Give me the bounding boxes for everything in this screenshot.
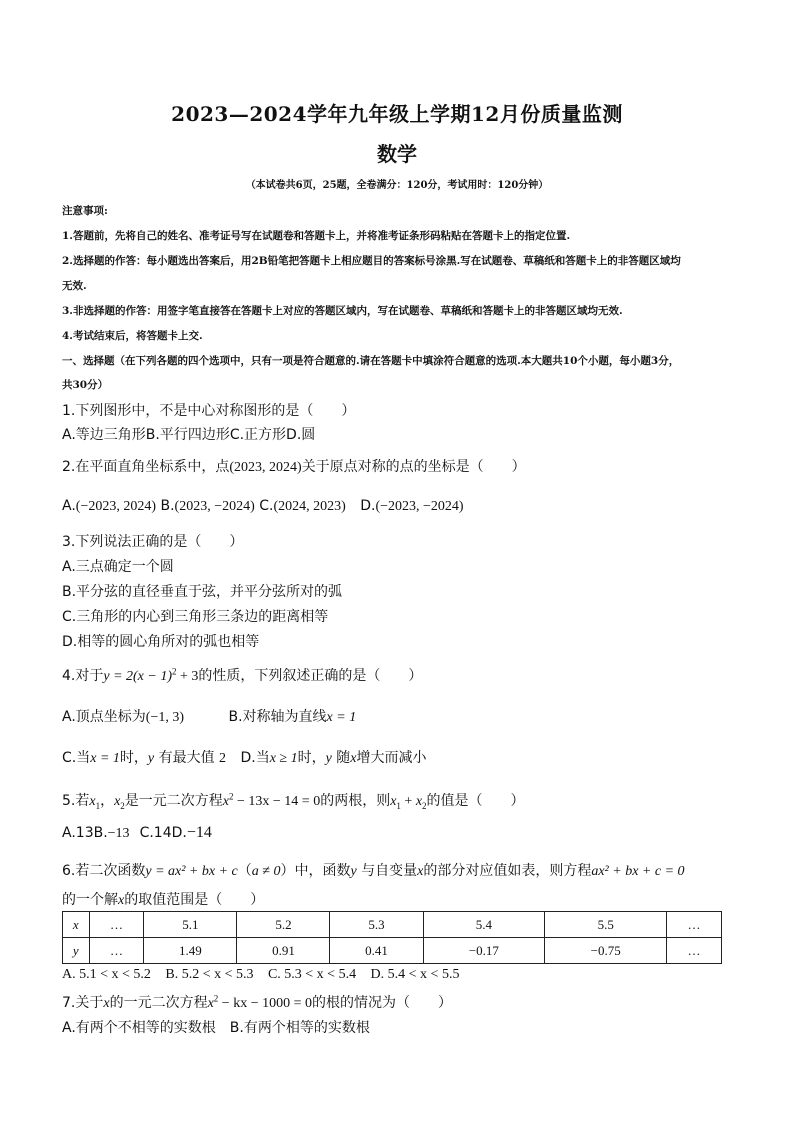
- q6-cond-close: ）中，函数: [280, 863, 351, 879]
- q5-sum-plus: +: [400, 794, 416, 809]
- q3-stem: 3.下列说法正确的是（ ）: [62, 534, 244, 550]
- q5-eq-rest: − 13x − 14 = 0: [233, 794, 321, 809]
- q2-option-c-label: C.: [259, 498, 274, 514]
- q4-option-c-y: y: [147, 751, 155, 766]
- q6-line2-x: x: [118, 893, 125, 908]
- q7-eq-exp: 2: [213, 993, 219, 1004]
- q5-stem: [62, 790, 525, 811]
- q4-option-d-var: x: [350, 751, 357, 766]
- q4-option-c-pre: C.当: [62, 750, 91, 766]
- q4-function: y = 2(x − 1): [103, 669, 173, 684]
- table-cell: x: [63, 912, 90, 938]
- q6-options: [62, 966, 459, 983]
- table-cell: −0.75: [545, 938, 667, 964]
- exam-info: （本试卷共6页，25题，全卷满分：120分，考试用时：120分钟）: [245, 180, 549, 191]
- q4-option-a-value: (−1, 3): [145, 710, 185, 725]
- table-cell: 0.91: [237, 938, 330, 964]
- q7-eq-x: x: [207, 996, 214, 1011]
- q6-x: x: [417, 864, 424, 879]
- q4-option-c-num: 2: [219, 751, 227, 766]
- q4-option-d-mid: 时，: [297, 750, 326, 766]
- q5-options: [62, 824, 212, 842]
- q3-option-d: D.相等的圆心角所对的弧也相等: [62, 634, 260, 650]
- q6-option-c: C. 5.3 < x < 5.4: [267, 967, 357, 982]
- q4-stem: [62, 665, 422, 685]
- q5-eq-x: x: [222, 794, 230, 809]
- q2-option-c: (2024, 2023): [273, 499, 346, 514]
- q6-y: y: [350, 864, 357, 879]
- table-cell: …: [89, 912, 144, 938]
- q3-option-c: C.三角形的内心到三角形三条边的距离相等: [62, 609, 329, 625]
- q7-options: A.有两个不相等的实数根 B.有两个相等的实数根: [62, 1020, 370, 1036]
- q6-equation: ax² + bx + c = 0: [591, 864, 685, 879]
- q5-comma: ，: [100, 793, 115, 809]
- table-cell: −0.17: [423, 938, 545, 964]
- subject-title: 数学: [377, 142, 417, 166]
- note-1: 1.答题前，先将自己的姓名、准考证号写在试题卷和答题卡上，并将准考证条形码粘贴在答题卡上的指定位置.: [62, 230, 571, 242]
- q1-options: A.等边三角形B.平行四边形C.正方形D.圆: [62, 427, 316, 443]
- q6-option-d: D. 5.4 < x < 5.5: [370, 967, 460, 982]
- q6-stem-mid2: 的部分对应值如表，则方程: [423, 863, 592, 879]
- table-cell: 0.41: [330, 938, 423, 964]
- q5-sum-x2-sub: 2: [422, 800, 427, 811]
- table-cell: 5.2: [237, 912, 330, 938]
- table-cell: …: [89, 938, 144, 964]
- q6-stem-line2: [62, 889, 264, 909]
- q6-option-b: B. 5.2 < x < 5.3: [165, 967, 254, 982]
- q2-stem: [62, 456, 526, 476]
- table-cell: 5.1: [144, 912, 237, 938]
- q3-option-b: B.平分弦的直径垂直于弦，并平分弦所对的弧: [62, 584, 343, 600]
- q5-stem-pre: 5.若: [62, 793, 90, 809]
- q7-stem-post: 的根的情况为（ ）: [311, 995, 452, 1011]
- q2-options: [62, 498, 464, 515]
- q7-stem-mid: 的一元二次方程: [109, 995, 208, 1011]
- table-cell: 5.3: [330, 912, 423, 938]
- q4-stem-post: 的性质，下列叙述正确的是（ ）: [198, 668, 423, 684]
- q2-option-d-label: D.: [360, 498, 376, 514]
- q2-option-d: (−2023, −2024): [375, 499, 464, 514]
- note-2: 2.选择题的作答：每小题选出答案后，用2B铅笔把答题卡上相应题目的答案标号涂黑.写在试题卷、草稿纸和答题卡上的非答题区域均: [62, 255, 681, 267]
- q4-options-ab: [62, 706, 356, 726]
- q2-option-a-label: A.: [62, 498, 76, 514]
- q5-option-b-value: −13: [107, 826, 130, 841]
- table-row: [63, 938, 722, 964]
- q6-line2-post: 的取值范围是（ ）: [124, 892, 265, 908]
- note-2-cont: 无效.: [62, 280, 87, 292]
- q7-x: x: [103, 996, 110, 1011]
- q2-option-b-label: B.: [160, 498, 175, 514]
- q4-options-cd: [62, 747, 427, 767]
- q6-option-a: A. 5.1 < x < 5.2: [62, 967, 151, 982]
- q5-option-d-value: −14: [186, 824, 212, 841]
- q4-function-exponent: 2: [172, 666, 177, 677]
- q4-option-b-value: x = 1: [326, 710, 357, 725]
- q4-option-d-pre: D.当: [240, 750, 270, 766]
- q4-option-b-label: B.对称轴为直线: [228, 709, 327, 725]
- q5-x1-sub: 1: [95, 800, 101, 811]
- q5-stem-mid2: 的两根，则: [320, 793, 391, 809]
- q4-option-d-post2: 增大而减小: [356, 750, 427, 766]
- q5-x2-sub: 2: [120, 800, 125, 811]
- q5-stem-mid: 是一元二次方程: [124, 793, 223, 809]
- q6-stem-pre: 6.若二次函数: [62, 863, 146, 879]
- q5-sum-x1: x: [390, 794, 397, 809]
- table-cell: y: [63, 938, 90, 964]
- section-heading-cont: 共30分）: [62, 379, 109, 391]
- q5-sum-x2: x: [415, 794, 423, 809]
- q1-stem: 1.下列图形中，不是中心对称图形的是（ ）: [62, 403, 356, 419]
- q6-stem-mid: 与自变量: [361, 863, 418, 879]
- table-cell: 1.49: [144, 938, 237, 964]
- section-heading: 一、选择题（在下列各题的四个选项中，只有一项是符合题意的.请在答题卡中填涂符合题意的选项.本大题共10个小题，每小题3分，: [62, 355, 680, 367]
- table-cell: …: [667, 938, 722, 964]
- q5-options-ab: A.13B.: [62, 825, 108, 841]
- q4-option-c-mid: 时，: [119, 750, 148, 766]
- q4-option-d-x: x ≥ 1: [269, 751, 298, 766]
- q5-sum-x1-sub: 1: [396, 800, 401, 811]
- q4-option-a-label: A.顶点坐标为: [62, 709, 146, 725]
- q6-value-table: [62, 911, 722, 964]
- q2-option-a: (−2023, 2024): [75, 499, 157, 514]
- q5-eq-exp: 2: [229, 791, 234, 802]
- q4-option-c-x: x = 1: [90, 751, 120, 766]
- q4-stem-pre: 4.对于: [62, 668, 104, 684]
- q5-stem-post: 的值是（ ）: [426, 793, 525, 809]
- exam-title: 2023—2024学年九年级上学期12月份质量监测: [171, 102, 623, 126]
- q2-stem-post: 关于原点对称的点的坐标是（ ）: [301, 459, 526, 475]
- note-3: 3.非选择题的作答：用签字笔直接答在答题卡上对应的答题区域内，写在试题卷、草稿纸和答题卡上的非答题区域均无效.: [62, 305, 623, 317]
- q6-stem: [62, 860, 685, 880]
- q4-function-const: + 3: [176, 669, 199, 684]
- table-cell: …: [667, 912, 722, 938]
- q4-option-c-post: 有最大值: [158, 750, 215, 766]
- q7-stem: [62, 992, 452, 1012]
- q5-options-cd: C.14D.: [139, 825, 187, 841]
- q2-point: (2023, 2024): [229, 460, 302, 475]
- q6-line2-pre: 的一个解: [62, 892, 118, 908]
- q2-option-b: (2023, −2024): [174, 499, 255, 514]
- q7-eq-rest: − kx − 1000 = 0: [218, 996, 312, 1011]
- q6-function: y = ax² + bx + c: [145, 864, 238, 879]
- q4-option-d-post1: 随: [336, 750, 351, 766]
- q4-option-d-y: y: [325, 751, 332, 766]
- table-row: [63, 912, 722, 938]
- notes-heading: 注意事项:: [62, 205, 108, 217]
- q3-option-a: A.三点确定一个圆: [62, 559, 174, 575]
- q7-stem-pre: 7.关于: [62, 995, 104, 1011]
- q5-x2: x: [114, 794, 121, 809]
- q2-stem-pre: 2.在平面直角坐标系中，点: [62, 459, 230, 475]
- table-cell: 5.4: [423, 912, 545, 938]
- q5-x1: x: [89, 794, 96, 809]
- note-4: 4.考试结束后，将答题卡上交.: [62, 330, 203, 342]
- q6-cond: a ≠ 0: [251, 864, 281, 879]
- q6-cond-open: （: [237, 863, 252, 879]
- table-cell: 5.5: [545, 912, 667, 938]
